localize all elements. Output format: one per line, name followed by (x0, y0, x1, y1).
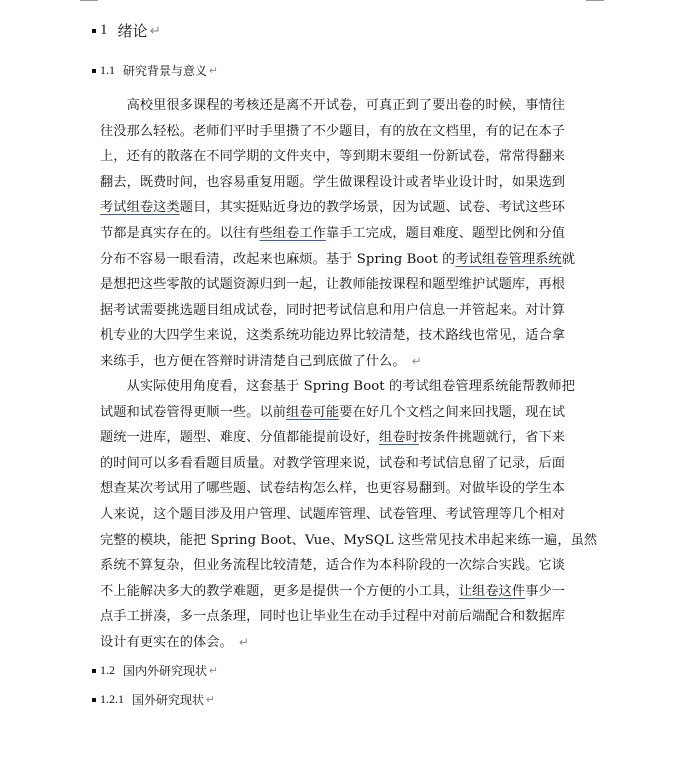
underlined-text: 些组卷工作 (259, 226, 326, 241)
text-segment: 往没那么轻松。老师们平时手里攒了不少题目，有的放在文档里，有的记在本子 (100, 123, 566, 139)
text-segment: 靠手工完成，题目难度、题型比例和分值 (325, 226, 566, 241)
paragraph-line (100, 324, 565, 343)
text-segment: 试题和试卷管得更顺一些。以前 (100, 404, 287, 420)
paragraph-mark: ↵ (209, 64, 219, 77)
heading-text: 研究背景与意义 (123, 64, 208, 78)
paragraph-line (100, 350, 422, 369)
paragraph-line (100, 503, 565, 522)
paragraph-line (100, 580, 565, 599)
text-segment: 翻去，既费时间，也容易重复用题。学生做课程设计或者毕业设计时，如果选到 (100, 174, 566, 190)
heading-bullet (92, 29, 96, 33)
underlined-text: 考试组卷管理系统 (455, 251, 562, 267)
text-segment: 节都是真实存在的。以往有 (100, 226, 260, 241)
paragraph-line (100, 248, 575, 267)
paragraph-line (100, 452, 565, 471)
heading-bullet (92, 698, 96, 702)
text-segment: 完整的模块，能把 Spring Boot、Vue、MySQL 这些常见技术串起来练一遍，虽然 (100, 532, 598, 548)
text-segment: 要在好几个文档之间来回找题，现在试 (339, 404, 566, 420)
heading-1-1[interactable] (92, 62, 218, 79)
heading-text: 国外研究现状 (132, 693, 205, 707)
underlined-text: 让组卷这件 (458, 583, 526, 599)
paragraph-mark: ↵ (411, 354, 422, 368)
text-segment: 点手工拼凑，多一点条理，同时也让毕业生在动手过程中对前后端配合和数据库 (100, 609, 566, 625)
paragraph-mark: ↵ (149, 22, 161, 39)
heading-number: 1.2.1 (100, 692, 124, 706)
paragraph-line (100, 196, 565, 215)
text-segment: 来练手，也方便在答辩时讲清楚自己到底做了什么。 (100, 354, 406, 369)
heading-1[interactable] (92, 20, 161, 41)
paragraph-line (100, 273, 565, 292)
text-segment: 设计有更实在的体会。 (100, 635, 233, 650)
text-segment: 系统不算复杂，但业务流程比较清楚，适合作为本科阶段的一次综合实践。它谈 (100, 558, 566, 574)
heading-1-2-1[interactable] (92, 691, 215, 708)
heading-number: 1 (100, 22, 108, 38)
text-segment: 题目，其实挺贴近身边的教学场景，因为试题、试卷、考试这些环 (179, 200, 566, 216)
underlined-text: 组卷时 (379, 430, 419, 446)
paragraph-line (100, 401, 565, 420)
paragraph-line (100, 477, 565, 496)
text-segment: 上，还有的散落在不同学期的文件夹中，等到期末要组一份新试卷，常常得翻来 (100, 149, 566, 165)
text-segment: 想查某次考试用了哪些题、试卷结构怎么样，也更容易翻到。对做毕设的学生本 (100, 481, 566, 497)
paragraph-line (100, 554, 565, 573)
text-segment: 题统一进库，题型、难度、分值都能提前设好， (100, 430, 380, 446)
text-segment: 人来说，这个题目涉及用户管理、试题库管理、试卷管理、考试管理等几个相对 (100, 507, 566, 522)
paragraph-line (100, 375, 575, 394)
text-segment: 高校里很多课程的考核还是离不开试卷，可真正到了要出卷的时候，事情往 (100, 98, 566, 113)
paragraph-line (100, 120, 565, 139)
paragraph-line (100, 222, 565, 241)
paragraph-line (100, 171, 565, 190)
text-segment: 不上能解决多大的教学难题，更多是提供一个方便的小工具， (100, 583, 459, 599)
paragraph-line (100, 299, 565, 318)
text-segment: 从实际使用角度看，这套基于 Spring Boot 的考试组卷管理系统能帮教师把 (100, 379, 576, 394)
heading-text: 绪论 (117, 22, 148, 40)
heading-text: 国内外研究现状 (123, 664, 208, 678)
heading-bullet (92, 669, 96, 673)
heading-number: 1.2 (100, 663, 115, 677)
text-segment: 按条件挑题就行，省下来 (418, 430, 566, 446)
paragraph-mark: ↵ (238, 635, 249, 649)
paragraph-line (100, 426, 565, 445)
text-segment: 的时间可以多看看题目质量。对教学管理来说，试卷和考试信息留了记录，后面 (100, 455, 566, 471)
paragraph-line (100, 529, 597, 548)
text-segment: 据考试需要挑选题目组成试卷，同时把考试信息和用户信息一并管起来。对计算 (100, 302, 566, 318)
paragraph-line (100, 605, 565, 624)
heading-bullet (92, 69, 96, 73)
paragraph-mark: ↵ (209, 664, 219, 677)
underlined-text: 组卷可能 (286, 404, 340, 420)
text-segment: 事少一 (525, 583, 566, 599)
paragraph-line (100, 631, 249, 650)
text-segment: 机专业的大四学生来说，这类系统功能边界比较清楚，技术路线也常见，适合拿 (100, 328, 566, 344)
paragraph-line (100, 94, 565, 113)
underlined-text: 考试组卷这类 (100, 200, 180, 216)
text-segment: 是想把这些零散的试题资源归到一起，让教师能按课程和题型维护试题库，再根 (100, 277, 566, 293)
heading-number: 1.1 (100, 63, 115, 77)
paragraph-mark: ↵ (206, 693, 216, 706)
text-segment: 就 (561, 251, 576, 267)
text-segment: 分布不容易一眼看清，改起来也麻烦。基于 Spring Boot 的 (100, 251, 456, 267)
heading-1-2[interactable] (92, 662, 218, 679)
paragraph-line (100, 145, 565, 164)
